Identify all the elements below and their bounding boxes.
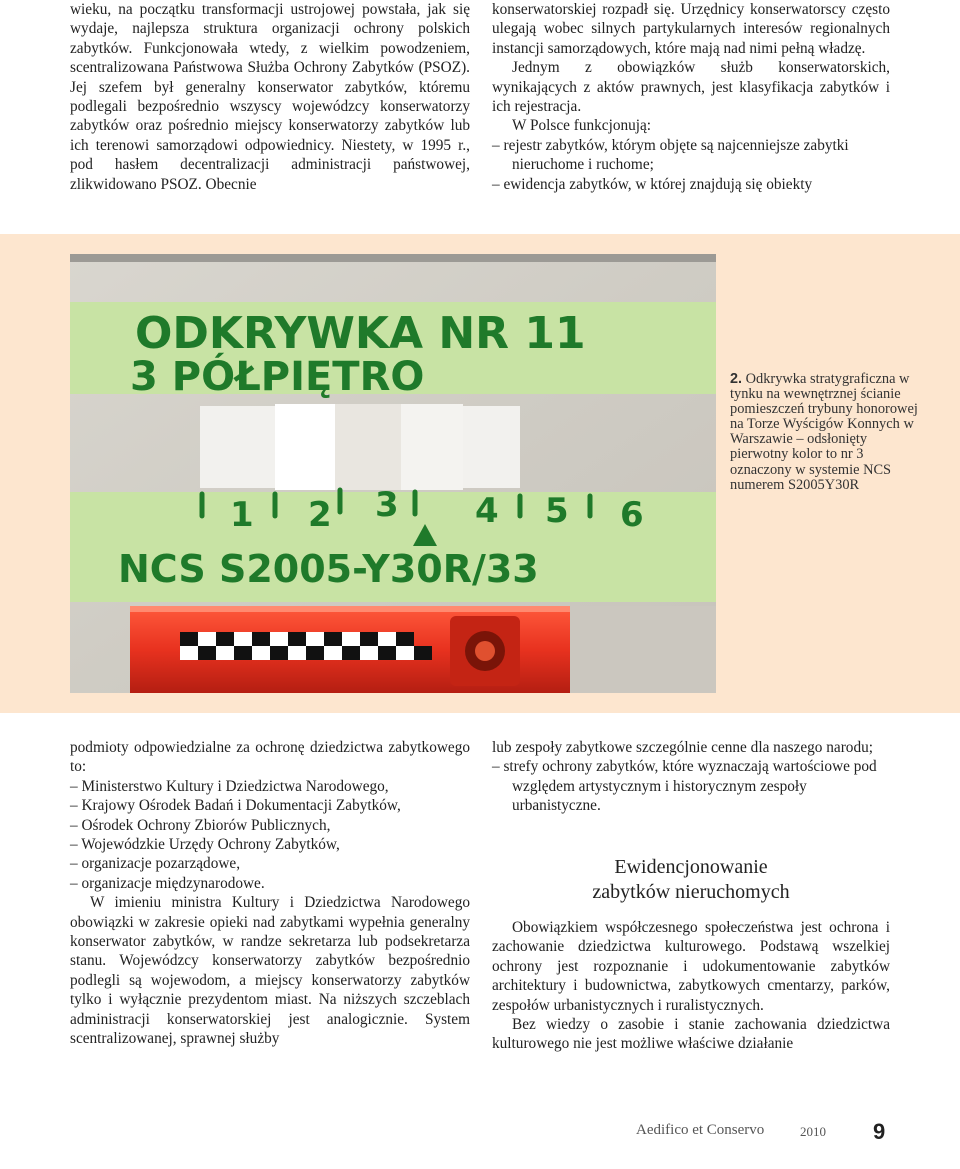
paragraph: podmioty odpowiedzialne za ochronę dziedzictwa zabytkowego to: <box>70 739 470 776</box>
figure-caption <box>730 372 920 493</box>
list-item: – Ośrodek Ochrony Zbiorów Publicznych, <box>70 816 331 834</box>
paragraph: Bez wiedzy o zasobie i stanie zachowania dziedzictwa kulturowego nie jest możliwe właściwe działanie <box>492 1016 890 1053</box>
photo-number-2: 2 <box>308 495 332 535</box>
list-item: – strefy ochrony zabytków, które wyznaczają wartościowe pod względem artystycznym i historycznym zespoły urbanistyczne. <box>492 758 877 815</box>
paragraph: W imieniu ministra Kultury i Dziedzictwa Narodowego obowiązki w zakresie opieki nad zabytkami wypełnia generalny konserwator zabytków, w randze sekretarza lub podsekretarza stanu. Wojewódzcy konserwatorzy zabytków bezpośrednio podlegli są wojewodom, a miejscy konserwatorzy zabytków tylko i wyłącznie prezydentom miast. Na niższych szczeblach administracji konserwatorskiej jest analogicznie. System scentralizowanej, sprawnej służby <box>70 894 470 1048</box>
bottom-right-column <box>492 738 890 816</box>
photo-label-line1: ODKRYWKA NR 11 <box>135 308 586 359</box>
photo-label-line2: 3 PÓŁPIĘTRO <box>130 354 425 400</box>
section-heading-line2: zabytków nieruchomych <box>592 881 790 903</box>
photo-code: NCS S2005-Y30R/33 <box>118 547 539 591</box>
section-body <box>492 918 890 1054</box>
caption-number: 2. <box>730 371 743 387</box>
photo-number-1: 1 <box>230 495 254 535</box>
page-number: 9 <box>873 1119 886 1144</box>
photo-number-4: 4 <box>475 491 499 531</box>
list-item: – organizacje międzynarodowe. <box>70 874 265 892</box>
journal-year: 2010 <box>800 1124 826 1139</box>
caption-text: Odkrywka stratygraficzna w tynku na wewnętrznej ścianie pomieszczeń trybuny honorowej na Torze Wyścigów Konnych w Warszawie – odsłonięty pierwotny kolor to nr 3 oznaczony w systemie NCS numerem S2005Y30R <box>730 371 918 493</box>
top-right-column <box>492 0 890 194</box>
paragraph: Obowiązkiem współczesnego społeczeństwa jest ochrona i zachowanie dziedzictwa kulturowego. Podstawą wszelkiej ochrony jest rozpoznanie i udokumentowanie zabytków architektury i budownictwa, zabytkowych cmentarzy, parków, zespołów urbanistycznych i ruralistycznych. <box>492 919 890 1014</box>
section-heading-line1: Ewidencjonowanie <box>614 856 768 878</box>
list-item: – Ministerstwo Kultury i Dziedzictwa Narodowego, <box>70 777 389 795</box>
list-item: – organizacje pozarządowe, <box>70 855 241 873</box>
paragraph: konserwatorskiej rozpadł się. Urzędnicy konserwatorscy często ulegają wobec silnych partykularnych interesów regionalnych instancji samorządowych, które mają nad nimi pełną władzę. <box>492 1 890 57</box>
list-item: – ewidencja zabytków, w której znajdują się obiekty <box>492 175 813 193</box>
figure-photo <box>70 254 716 693</box>
list-item: – Krajowy Ośrodek Badań i Dokumentacji Zabytków, <box>70 797 401 815</box>
photo-number-6: 6 <box>620 495 644 535</box>
paragraph: Jednym z obowiązków służb konserwatorskich, wynikających z aktów prawnych, jest klasyfikacja zabytków i ich rejestracja. <box>492 59 890 116</box>
paragraph: W Polsce funkcjonują: <box>512 117 652 135</box>
journal-title: Aedifico et Conservo <box>636 1122 765 1138</box>
photo-number-5: 5 <box>545 491 569 531</box>
paragraph: wieku, na początku transformacji ustrojowej powstała, jak się wydaje, najlepsza struktura organizacji ochrony polskich zabytków. Funkcjonowała wtedy, z wielkim powodzeniem, scentralizowana Państwowa Służba Ochrony Zabytków (PSOZ). Jej szefem był generalny konserwator zabytków, któremu podlegali bezpośrednio wszyscy wojewódzcy konserwatorzy zabytków oraz pośrednio miejscy konserwatorzy zabytków lub ich terenowi samorządowi odpowiednicy. Niestety, w 1995 r., pod hasłem decentralizacji administracji państwowej, zlikwidowano PSOZ. Obecnie <box>70 1 470 193</box>
spirit-level-icon <box>130 606 570 693</box>
paragraph: lub zespoły zabytkowe szczególnie cenne dla naszego narodu; <box>492 739 873 756</box>
list-item: – rejestr zabytków, którym objęte są najcenniejsze zabytki nieruchome i ruchome; <box>492 136 849 174</box>
section-heading <box>492 855 890 905</box>
photo-number-3: 3 <box>375 485 399 525</box>
bottom-left-column <box>70 738 470 1049</box>
top-left-column <box>70 0 470 194</box>
list-item: – Wojewódzkie Urzędy Ochrony Zabytków, <box>70 836 340 854</box>
